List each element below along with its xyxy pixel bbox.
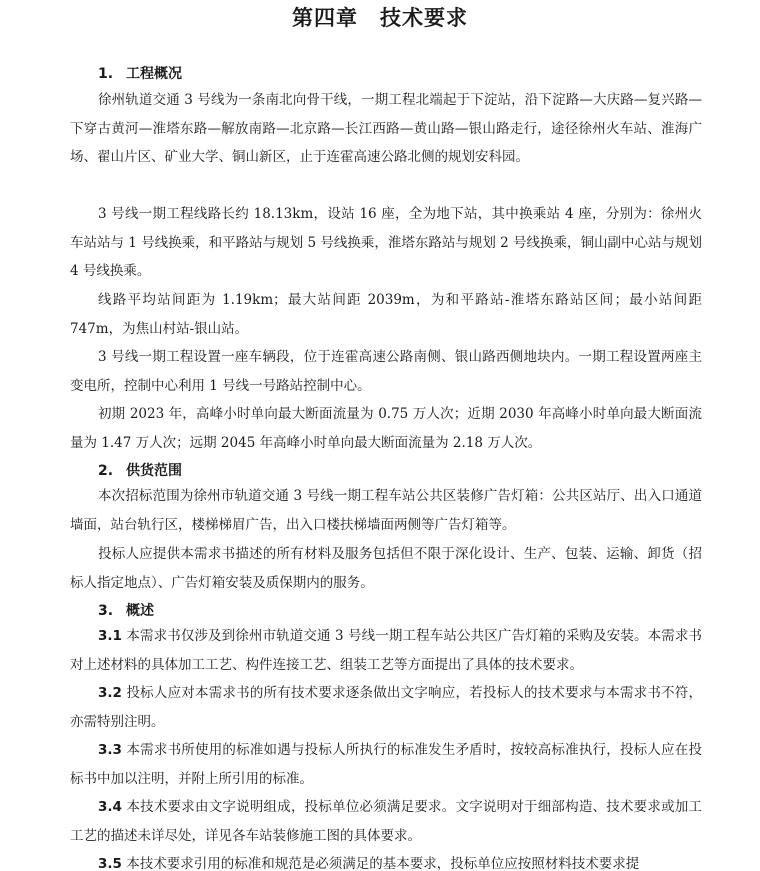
paragraph-services: 投标人应提供本需求书描述的所有材料及服务包括但不限于深化设计、生产、包装、运输、卸货（招标人指定地点）、广告灯箱安装及质保期内的服务。 [70,546,702,591]
item-text: 本需求书所使用的标准如遇与投标人所执行的标准发生矛盾时，按较高标准执行，投标人应在投标书中加以注明，并附上所引用的标准。 [70,742,703,787]
paragraph-overview: 徐州轨道交通 3 号线为一条南北向骨干线，一期工程北端起于下淀站，沿下淀路—大庆路—复兴路—下穿古黄河—淮塔东路—解放南路—北京路—长江西路—黄山路—银山路走行，途径徐州火车站、淮海广场、翟山片区、矿业大学、铜山新区，止于连霍高速公路北侧的规划安科园。 [70,92,702,166]
item-text: 投标人应对本需求书的所有技术要求逐条做出文字响应，若投标人的技术要求与本需求书不符，亦需特别注明。 [70,685,703,730]
chapter-title: 第四章 技术要求 [292,6,468,30]
item-number: 3.2 [98,685,122,701]
item-text: 本技术要求由文字说明组成，投标单位必须满足要求。文字说明对于细部构造、技术要求或加工工艺的描述未详尽处，详见各车站装修施工图的具体要求。 [70,799,703,844]
item-number: 3.1 [98,628,122,644]
item-number: 3.4 [98,799,122,815]
item-number: 3.5 [98,856,122,871]
list-item-3-1 [70,622,702,679]
list-item-3-2 [70,679,702,736]
paragraph-station-spacing: 线路平均站间距为 1.19km；最大站间距 2039m，为和平路站-淮塔东路站区间；最小站间距 747m，为焦山村站-银山站。 [70,292,702,337]
paragraph-passenger-flow: 初期 2023 年，高峰小时单向最大断面流量为 0.75 万人次；近期 2030 年高峰小时单向最大断面流量为 1.47 万人次；远期 2045 年高峰小时单向最大断面流量为 2.18 万人次。 [70,406,702,451]
item-text: 本技术要求引用的标准和规范是必须满足的基本要求，投标单位应按照材料技术要求提 [126,856,640,871]
list-item-3-3 [70,736,702,793]
list-item-3-5 [70,850,702,871]
list-item-3-4 [70,793,702,850]
section-heading-2 [98,461,182,481]
paragraph-bid-scope: 本次招标范围为徐州市轨道交通 3 号线一期工程车站公共区装修广告灯箱：公共区站厅、出入口通道墙面，站台轨行区，楼梯梯眉广告，出入口楼扶梯墙面两侧等广告灯箱等。 [70,488,702,533]
item-number: 3.3 [98,742,122,758]
section-number: 3. [98,603,114,619]
section-title: 概述 [126,603,154,619]
section-number: 2. [98,463,114,479]
paragraph-line-length: 3 号线一期工程线路长约 18.13km，设站 16 座，全为地下站，其中换乘站 4 座，分别为：徐州火车站站与 1 号线换乘，和平路站与规划 5 号线换乘，淮塔东路站与规划 2 号线换乘，铜山副中心站与规划 4 号线换乘。 [70,206,703,280]
section-heading-1 [98,64,182,84]
section-number: 1. [98,66,114,82]
item-text: 本需求书仅涉及到徐州市轨道交通 3 号线一期工程车站公共区广告灯箱的采购及安装。本需求书对上述材料的具体加工工艺、构件连接工艺、组装工艺等方面提出了具体的技术要求。 [70,628,703,673]
section-title: 供货范围 [126,463,182,479]
section-heading-3 [98,601,154,621]
section-title: 工程概况 [126,66,182,82]
paragraph-depot: 3 号线一期工程设置一座车辆段，位于连霍高速公路南侧、银山路西侧地块内。一期工程设置两座主变电所，控制中心利用 1 号线一号路站控制中心。 [70,349,702,394]
